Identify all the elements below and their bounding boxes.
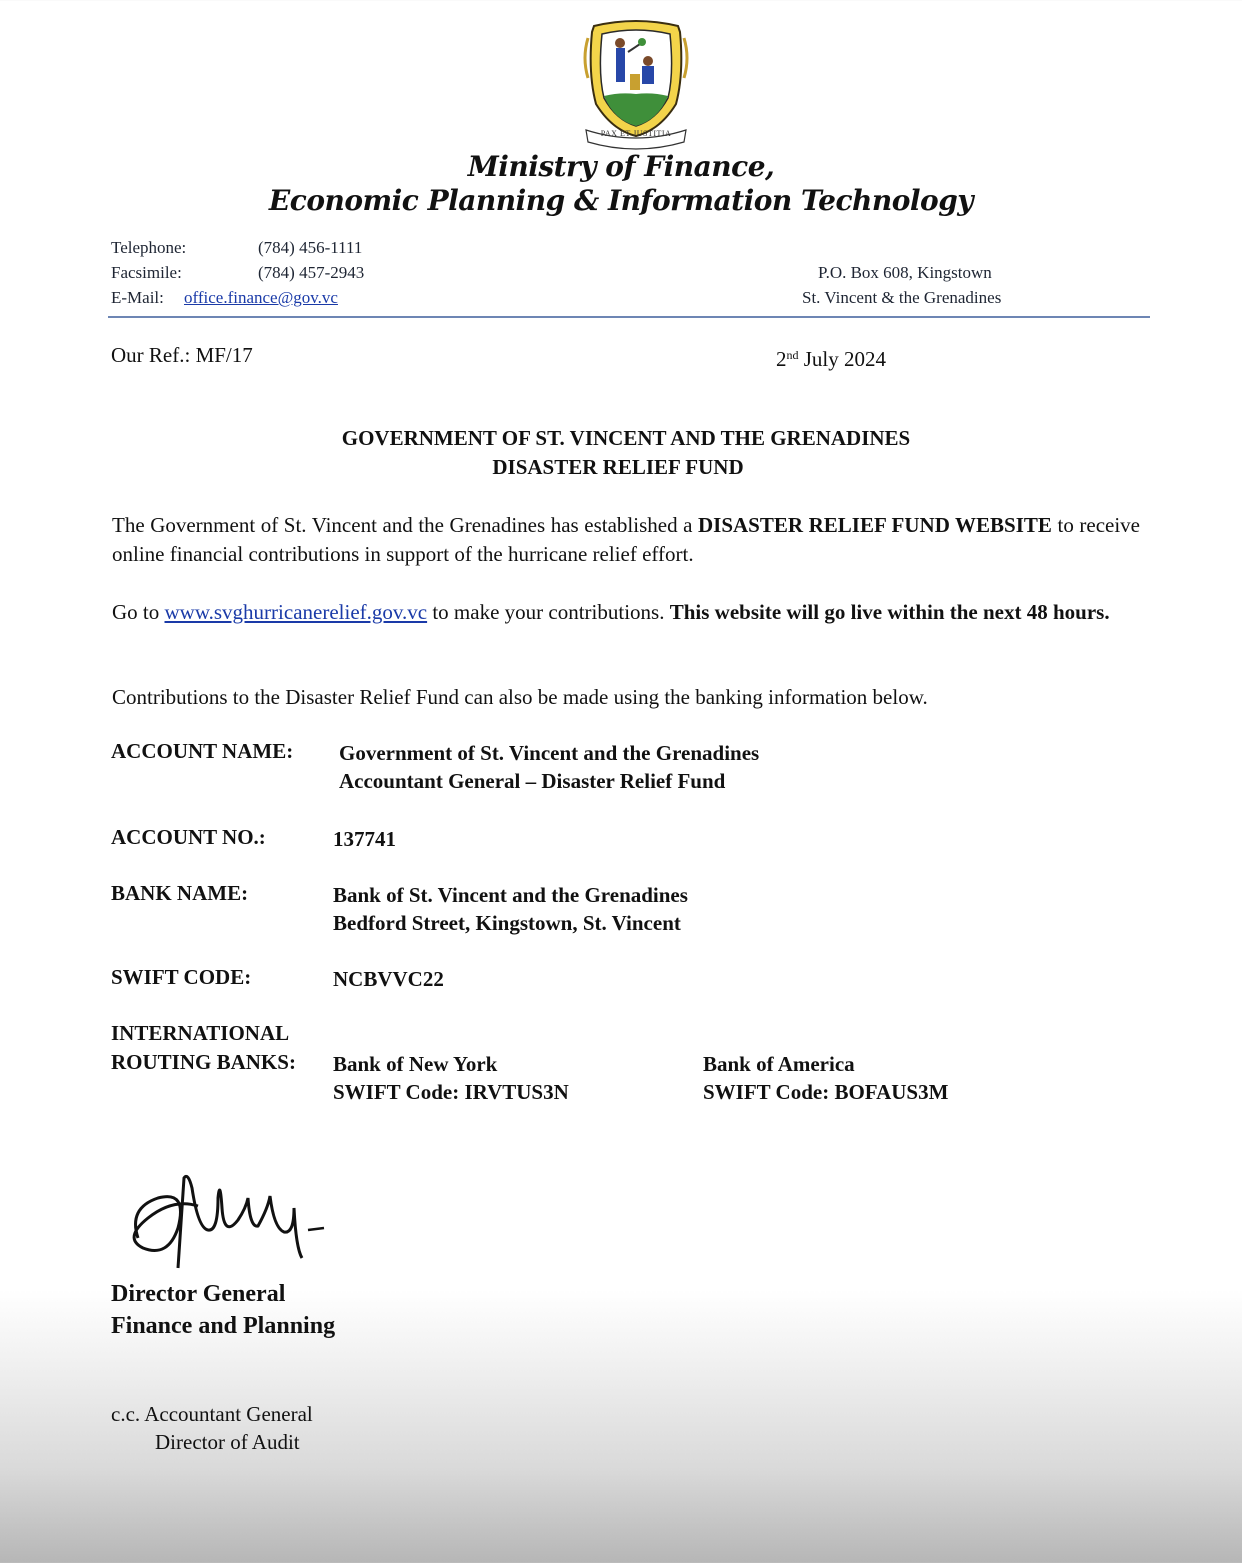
relief-website-link[interactable]: www.svghurricanerelief.gov.vc: [164, 600, 428, 624]
account-name-line2: Accountant General – Disaster Relief Fund: [339, 769, 726, 793]
intro-paragraph: The Government of St. Vincent and the Grenadines has established a DISASTER RELIEF FUND WEBSITE to receive online financial contributions in support of the hurricane relief effort.: [112, 513, 1140, 566]
banking-intro-paragraph: Contributions to the Disaster Relief Fund can also be made using the banking information below.: [112, 685, 928, 709]
telephone-label: Telephone:: [111, 238, 187, 257]
routing-bank-2-name: Bank of America: [703, 1052, 855, 1076]
account-number-label: ACCOUNT NO.:: [111, 825, 266, 849]
email-label: E-Mail:: [111, 288, 164, 307]
routing-bank-1-name: Bank of New York: [333, 1052, 498, 1076]
reference-number: Our Ref.: MF/17: [111, 343, 253, 367]
facsimile-value: (784) 457-2943: [258, 263, 365, 282]
telephone-value: (784) 456-1111: [258, 238, 363, 257]
account-name-label: ACCOUNT NAME:: [111, 739, 294, 763]
ministry-name-line1: Ministry of Finance,: [467, 150, 775, 183]
document-title-line2: DISASTER RELIEF FUND: [492, 455, 744, 479]
swift-code-label: SWIFT CODE:: [111, 965, 252, 989]
document-title-line1: GOVERNMENT OF ST. VINCENT AND THE GRENADINES: [341, 426, 911, 450]
signatory-title-line2: Finance and Planning: [111, 1313, 336, 1339]
facsimile-label: Facsimile:: [111, 263, 182, 282]
routing-banks-label-line2: ROUTING BANKS:: [111, 1050, 296, 1074]
bank-name-line1: Bank of St. Vincent and the Grenadines: [333, 883, 688, 907]
cc-line2: Director of Audit: [155, 1430, 300, 1454]
signatory-title-line1: Director General: [111, 1281, 286, 1307]
email-link[interactable]: office.finance@gov.vc: [184, 288, 338, 307]
account-number-value: 137741: [333, 827, 396, 851]
account-name-line1: Government of St. Vincent and the Grenadines: [339, 741, 760, 765]
address-line2: St. Vincent & the Grenadines: [802, 288, 1002, 307]
header-divider: [108, 316, 1150, 318]
swift-code-value: NCBVVC22: [333, 967, 444, 991]
cc-line1: c.c. Accountant General: [111, 1402, 313, 1426]
routing-bank-2-swift: SWIFT Code: BOFAUS3M: [703, 1080, 949, 1104]
crest-motto: PAX ET JUSTITIA: [600, 129, 672, 138]
letter-date: 2nd July 2024: [776, 347, 887, 371]
routing-bank-1-swift: SWIFT Code: IRVTUS3N: [333, 1080, 569, 1104]
bank-name-label: BANK NAME:: [111, 881, 249, 905]
routing-banks-label-line1: INTERNATIONAL: [111, 1021, 290, 1045]
handwritten-signature: [118, 1168, 338, 1280]
address-line1: P.O. Box 608, Kingstown: [818, 263, 992, 282]
bank-name-line2: Bedford Street, Kingstown, St. Vincent: [333, 911, 681, 935]
website-paragraph: Go to www.svghurricanerelief.gov.vc to make your contributions. This website will go live within the next 48 hours.: [112, 600, 1110, 624]
ministry-name-line2: Economic Planning & Information Technology: [268, 184, 974, 217]
